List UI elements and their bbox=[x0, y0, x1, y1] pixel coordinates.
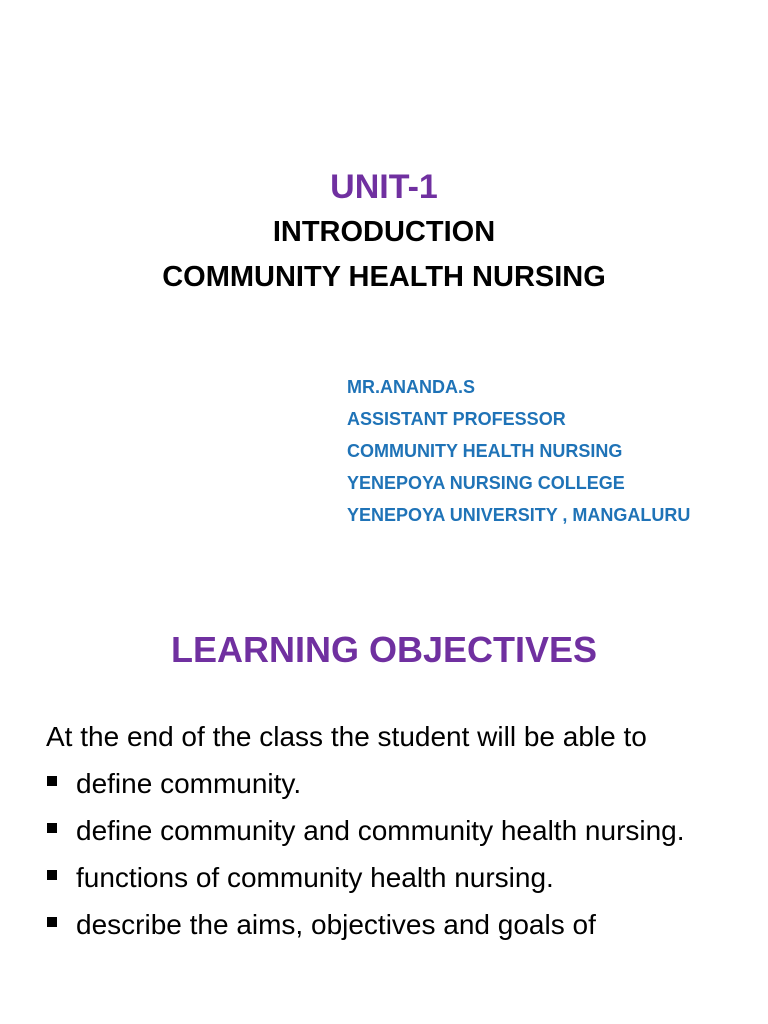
list-item-text: describe the aims, objectives and goals of bbox=[76, 909, 596, 940]
author-name: MR.ANANDA.S bbox=[347, 377, 475, 397]
author-university: YENEPOYA UNIVERSITY , MANGALURU bbox=[347, 505, 691, 525]
subtitle-introduction: INTRODUCTION bbox=[272, 216, 496, 248]
objectives-heading: LEARNING OBJECTIVES bbox=[170, 629, 598, 670]
square-bullet-icon bbox=[47, 917, 57, 927]
unit-title: UNIT-1 bbox=[330, 168, 438, 206]
objectives-intro: At the end of the class the student will be able to bbox=[46, 721, 647, 752]
list-item bbox=[46, 904, 726, 945]
author-college: YENEPOYA NURSING COLLEGE bbox=[347, 473, 625, 493]
list-item-text: define community. bbox=[76, 768, 302, 799]
list-item-text: define community and community health nursing. bbox=[76, 815, 685, 846]
list-item bbox=[46, 857, 726, 898]
subtitle-course-name: COMMUNITY HEALTH NURSING bbox=[162, 261, 606, 293]
square-bullet-icon bbox=[47, 776, 57, 786]
list-item bbox=[46, 810, 726, 851]
list-item bbox=[46, 763, 726, 804]
square-bullet-icon bbox=[47, 870, 57, 880]
author-department: COMMUNITY HEALTH NURSING bbox=[347, 441, 623, 461]
objectives-body bbox=[46, 716, 726, 951]
square-bullet-icon bbox=[47, 823, 57, 833]
objectives-slide bbox=[0, 590, 768, 1024]
objectives-list bbox=[46, 763, 726, 945]
author-block bbox=[347, 371, 690, 531]
list-item-text: functions of community health nursing. bbox=[76, 862, 554, 893]
author-designation: ASSISTANT PROFESSOR bbox=[347, 409, 566, 429]
